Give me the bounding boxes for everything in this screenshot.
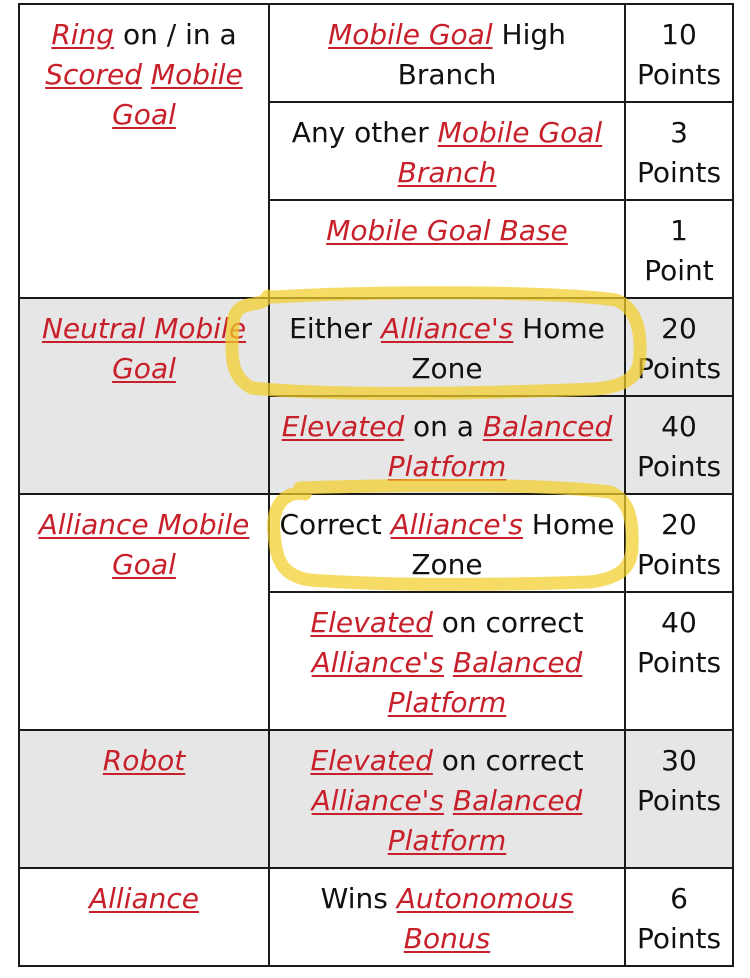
glossary-link[interactable]: Elevated	[281, 410, 405, 443]
glossary-link[interactable]: Scored	[45, 58, 143, 91]
points-value: 3 Points	[636, 116, 722, 189]
glossary-link[interactable]: Alliance Mobile Goal	[38, 508, 250, 581]
cell-text	[444, 646, 453, 679]
glossary-link[interactable]: Alliance's	[311, 784, 444, 817]
location-cell	[269, 102, 625, 200]
cell-text: Wins	[320, 882, 397, 915]
object-cell	[19, 4, 269, 298]
location-cell	[269, 592, 625, 730]
cell-text: on correct	[432, 606, 584, 639]
points-value: 10 Points	[636, 18, 722, 91]
table-row	[19, 494, 733, 592]
glossary-link[interactable]: Alliance's	[390, 508, 523, 541]
cell-text: Home Zone	[411, 508, 615, 581]
location-cell	[269, 494, 625, 592]
points-value: 6 Points	[636, 882, 722, 955]
glossary-link[interactable]: Mobile Goal Base	[326, 214, 568, 247]
object-cell	[19, 298, 269, 494]
points-value: 1 Point	[644, 214, 714, 287]
points-cell	[625, 4, 733, 102]
points-cell	[625, 298, 733, 396]
points-cell	[625, 592, 733, 730]
glossary-link[interactable]: Mobile Goal Branch	[397, 116, 603, 189]
location-cell	[269, 868, 625, 966]
cell-text: on / in a	[114, 18, 237, 51]
points-cell	[625, 494, 733, 592]
location-cell	[269, 396, 625, 494]
location-cell	[269, 200, 625, 298]
points-cell	[625, 102, 733, 200]
glossary-link[interactable]: Alliance's	[311, 646, 444, 679]
cell-text: High Branch	[397, 18, 566, 91]
glossary-link[interactable]: Neutral Mobile Goal	[41, 312, 247, 385]
cell-text	[142, 58, 151, 91]
table-row	[19, 4, 733, 102]
glossary-link[interactable]: Ring	[51, 18, 115, 51]
glossary-link[interactable]: Elevated	[310, 606, 433, 639]
points-value: 40 Points	[636, 410, 722, 483]
glossary-link[interactable]: Robot	[102, 744, 186, 777]
points-cell	[625, 396, 733, 494]
cell-text: on a	[404, 410, 483, 443]
glossary-link[interactable]: Balanced Platform	[387, 646, 583, 719]
glossary-link[interactable]: Alliance	[88, 882, 200, 915]
glossary-link[interactable]: Mobile Goal	[112, 58, 243, 131]
glossary-link[interactable]: Elevated	[310, 744, 433, 777]
points-value: 20 Points	[636, 312, 722, 385]
points-cell	[625, 730, 733, 868]
table-row	[19, 298, 733, 396]
cell-text: on correct	[432, 744, 584, 777]
points-cell	[625, 200, 733, 298]
cell-text: Either	[289, 312, 381, 345]
table-row	[19, 868, 733, 966]
table-row	[19, 730, 733, 868]
points-cell	[625, 868, 733, 966]
cell-text: Correct	[279, 508, 391, 541]
object-cell	[19, 868, 269, 966]
glossary-link[interactable]: Autonomous Bonus	[396, 882, 574, 955]
cell-text: Home Zone	[411, 312, 605, 385]
scoring-table-body	[19, 4, 733, 966]
location-cell	[269, 4, 625, 102]
points-value: 30 Points	[636, 744, 722, 817]
object-cell	[19, 730, 269, 868]
points-value: 20 Points	[636, 508, 722, 581]
cell-text: Any other	[291, 116, 438, 149]
location-cell	[269, 298, 625, 396]
location-cell	[269, 730, 625, 868]
object-cell	[19, 494, 269, 730]
glossary-link[interactable]: Alliance's	[380, 312, 514, 345]
cell-text	[444, 784, 453, 817]
glossary-link[interactable]: Balanced Platform	[387, 410, 613, 483]
points-value: 40 Points	[636, 606, 722, 679]
glossary-link[interactable]: Mobile Goal	[328, 18, 493, 51]
glossary-link[interactable]: Balanced Platform	[387, 784, 583, 857]
scoring-table	[18, 3, 734, 967]
